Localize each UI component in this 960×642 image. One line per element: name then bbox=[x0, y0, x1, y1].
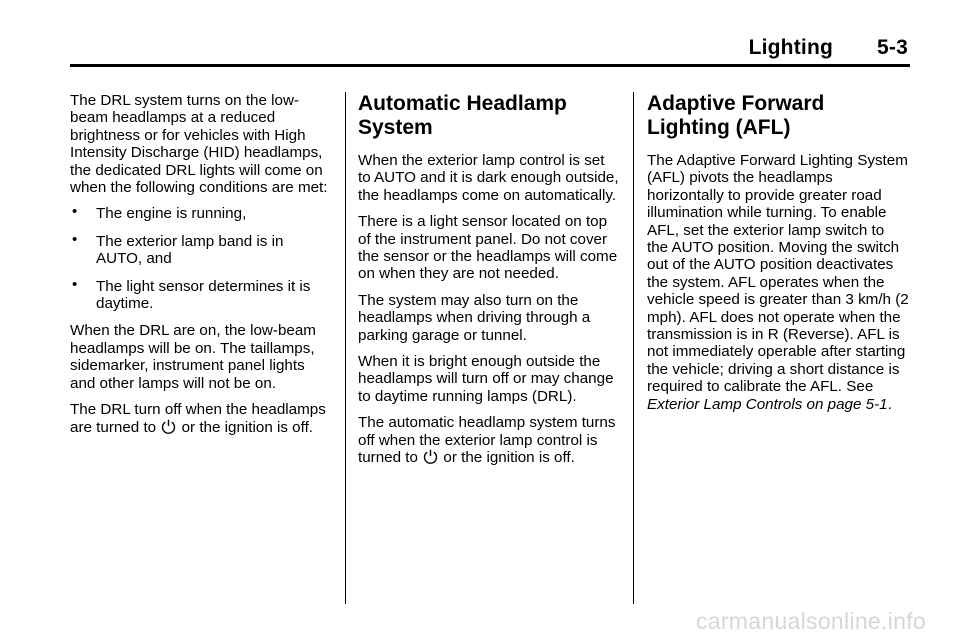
bullet-icon: • bbox=[72, 230, 78, 248]
bullet-icon: • bbox=[72, 203, 78, 221]
column-divider bbox=[345, 92, 346, 604]
power-off-icon bbox=[161, 419, 176, 435]
cross-reference-link[interactable]: Exterior Lamp Controls on page 5-1 bbox=[647, 395, 888, 413]
bullet-icon: • bbox=[72, 275, 78, 293]
afl-paragraph: The Adaptive Forward Lighting System (AFL) pivots the headlamps horizontally to provide greater road illumination while turning. To enable AFL, set the exterior lamp switch to the AUTO position. Moving the switch out of the AUTO position deactivates the system. AFL operates when the vehicle speed is greater than 3 km/h (2 mph). AFL does not operate when the transmission is in R (Reverse). AFL is not immediately operable after starting the vehicle; driving a short distance is required to calibrate the AFL. See Exterior Lamp Controls on page 5-1. bbox=[647, 152, 909, 413]
column-afl bbox=[647, 92, 909, 422]
column-drl bbox=[70, 92, 332, 445]
power-off-icon bbox=[423, 449, 438, 465]
section-heading: Adaptive Forward Lighting (AFL) bbox=[647, 92, 825, 139]
list-item: • The light sensor determines it is daytime. bbox=[72, 275, 311, 313]
column-automatic-headlamp bbox=[358, 92, 620, 476]
auto-paragraph-4: When it is bright enough outside the headlamps will turn off or may change to daytime running lamps (DRL). bbox=[358, 353, 614, 405]
drl-paragraph-3: The DRL turn off when the headlamps are turned to or the ignition is off. bbox=[70, 401, 326, 436]
watermark: carmanualsonline.info bbox=[695, 608, 926, 634]
page-header bbox=[749, 36, 908, 60]
drl-conditions-list bbox=[70, 205, 332, 312]
auto-paragraph-5: The automatic headlamp system turns off when the exterior lamp control is turned to or the ignition is off. bbox=[358, 414, 616, 467]
drl-intro: The DRL system turns on the low-beam headlamps at a reduced brightness or for vehicles with High Intensity Discharge (HID) headlamps, the dedicated DRL lights will come on when the following conditions are met: bbox=[70, 92, 328, 197]
drl-paragraph-2: When the DRL are on, the low-beam headlamps will be on. The taillamps, sidemarker, instrument panel lights and other lamps will not be on. bbox=[70, 322, 316, 392]
header-rule bbox=[70, 64, 910, 67]
list-item: • The engine is running, bbox=[72, 203, 247, 223]
page-number: 5-3 bbox=[877, 36, 908, 59]
section-heading: Automatic Headlamp System bbox=[358, 92, 567, 139]
list-item: • The exterior lamp band is in AUTO, and bbox=[72, 230, 284, 268]
column-divider bbox=[633, 92, 634, 604]
auto-paragraph-2: There is a light sensor located on top of the instrument panel. Do not cover the sensor or the headlamps will come on when they are not needed. bbox=[358, 213, 618, 283]
auto-paragraph-1: When the exterior lamp control is set to AUTO and it is dark enough outside, the headlamps come on automatically. bbox=[358, 152, 619, 204]
auto-paragraph-3: The system may also turn on the headlamps when driving through a parking garage or tunnel. bbox=[358, 291, 591, 344]
section-title: Lighting bbox=[748, 36, 833, 59]
